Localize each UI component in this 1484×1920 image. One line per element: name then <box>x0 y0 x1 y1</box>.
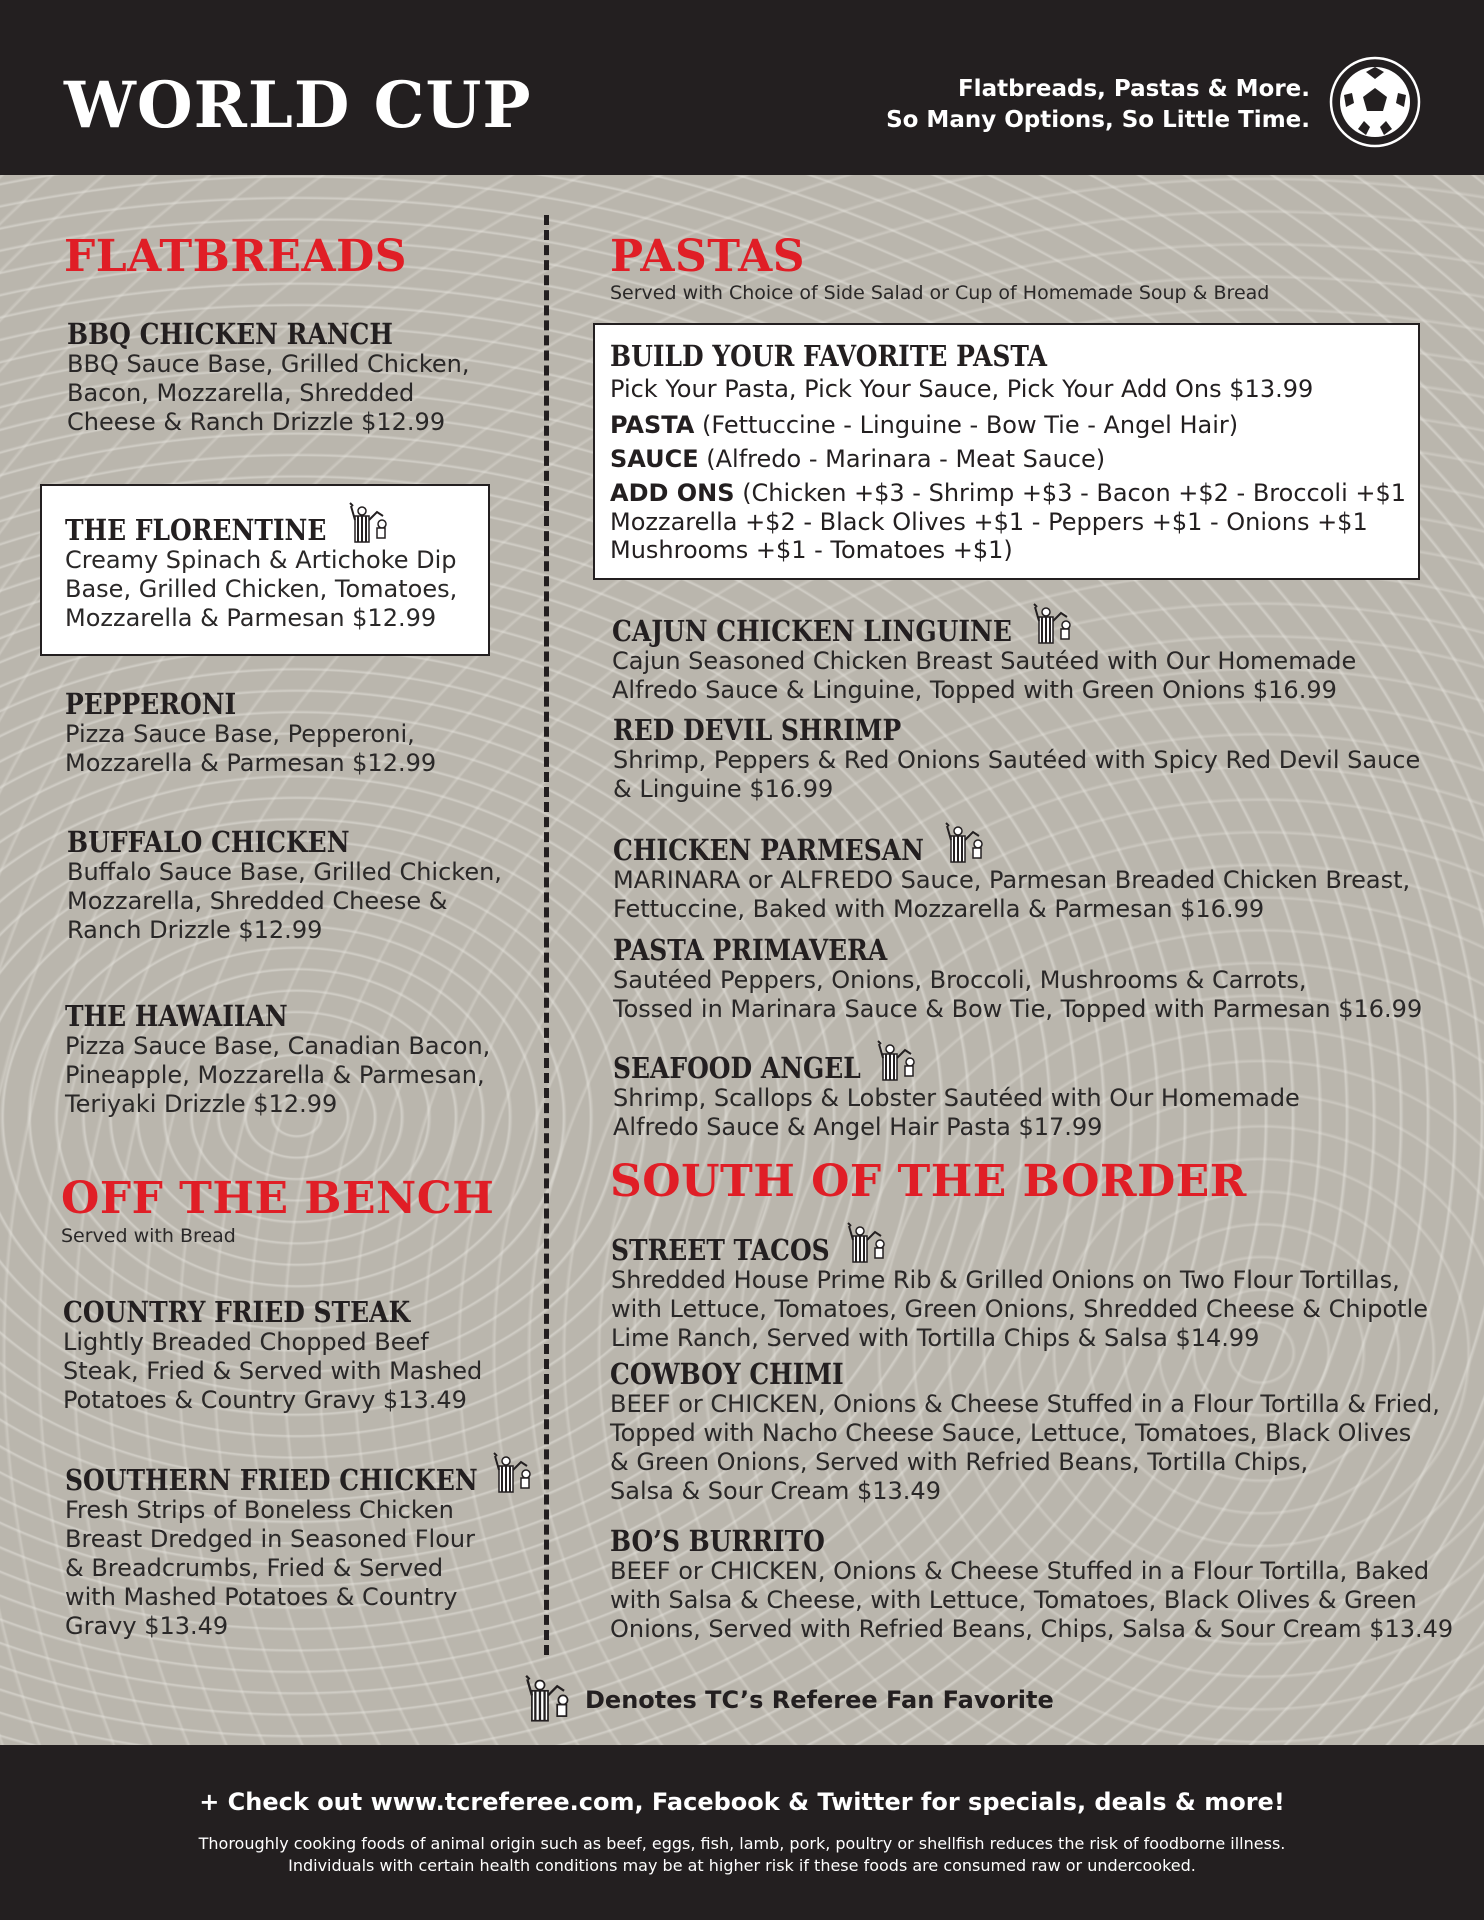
pasta-label: PASTA <box>610 411 695 439</box>
item-desc-line: Shredded House Prime Rib & Grilled Onions on Two Flour Tortillas, <box>611 1266 1400 1294</box>
menu-item-pepperoni <box>65 688 436 778</box>
item-desc-line: with Mashed Potatoes & Country <box>65 1583 458 1611</box>
item-name: THE FLORENTINE <box>65 513 327 547</box>
item-desc-line: Lime Ranch, Served with Tortilla Chips & Salsa $14.99 <box>611 1324 1260 1352</box>
section-subtitle: Served with Choice of Side Salad or Cup of Homemade Soup & Bread <box>610 282 1270 304</box>
referee-icon <box>1033 603 1073 647</box>
sauce-options-text: (Alfredo - Marinara - Meat Sauce) <box>706 445 1106 473</box>
fan-favorite-legend <box>525 1670 1054 1730</box>
item-desc-line: Ranch Drizzle $12.99 <box>67 916 323 944</box>
item-desc-line: MARINARA or ALFREDO Sauce, Parmesan Breaded Chicken Breast, <box>613 866 1411 894</box>
menu-item-red-devil-shrimp <box>613 714 1420 804</box>
item-name: THE HAWAIIAN <box>65 999 288 1033</box>
menu-item-chicken-parmesan <box>613 822 1410 924</box>
item-name: PASTA PRIMAVERA <box>613 933 888 967</box>
header-bar <box>0 0 1484 175</box>
item-desc-line: Topped with Nacho Cheese Sauce, Lettuce, Tomatoes, Black Olives <box>610 1419 1412 1447</box>
addons-options-line: Mozzarella +$2 - Black Olives +$1 - Peppers +$1 - Onions +$1 <box>610 508 1368 536</box>
item-name: CHICKEN PARMESAN <box>613 833 924 867</box>
item-desc-line: Pick Your Pasta, Pick Your Sauce, Pick Your Add Ons $13.99 <box>610 375 1314 403</box>
item-desc-line: Gravy $13.49 <box>65 1612 229 1640</box>
disclaimer-line-1: Thoroughly cooking foods of animal origin such as beef, eggs, fish, lamb, pork, poultry or shellfish reduces the risk of foodborne illness. <box>198 1834 1286 1853</box>
menu-item-build-your-favorite-pasta <box>610 340 1406 564</box>
pasta-options <box>610 410 1406 440</box>
footer-promo: + Check out www.tcreferee.com, Facebook & Twitter for specials, deals & more! <box>199 1788 1285 1816</box>
item-desc-line: Teriyaki Drizzle $12.99 <box>65 1090 338 1118</box>
menu-item-seafood-angel <box>613 1040 1300 1142</box>
page-title: WORLD CUP <box>64 68 532 143</box>
menu-item-buffalo-chicken <box>67 826 502 945</box>
item-desc-line: Alfredo Sauce & Angel Hair Pasta $17.99 <box>613 1113 1103 1141</box>
section-title-south-of-the-border: SOUTH OF THE BORDER <box>610 1156 1247 1207</box>
menu-item-bos-burrito <box>610 1525 1453 1644</box>
section-title-flatbreads: FLATBREADS <box>64 231 408 282</box>
item-desc-line: Onions, Served with Refried Beans, Chips, Salsa & Sour Cream $13.49 <box>610 1615 1454 1643</box>
menu-item-the-hawaiian <box>65 1000 490 1119</box>
item-name: CAJUN CHICKEN LINGUINE <box>612 614 1012 648</box>
item-desc-line: Potatoes & Country Gravy $13.49 <box>63 1386 467 1414</box>
item-desc-line: & Linguine $16.99 <box>613 775 834 803</box>
item-desc-line: Steak, Fried & Served with Mashed <box>63 1357 483 1385</box>
item-name: COUNTRY FRIED STEAK <box>63 1295 411 1329</box>
item-name: SOUTHERN FRIED CHICKEN <box>65 1463 478 1497</box>
item-desc-line: Bacon, Mozzarella, Shredded <box>67 379 415 407</box>
item-desc-line: Mozzarella & Parmesan $12.99 <box>65 749 437 777</box>
referee-icon <box>847 1222 887 1266</box>
item-desc-line: Alfredo Sauce & Linguine, Topped with Green Onions $16.99 <box>612 676 1337 704</box>
sauce-label: SAUCE <box>610 445 699 473</box>
item-desc-line: with Salsa & Cheese, with Lettuce, Tomatoes, Black Olives & Green <box>610 1586 1417 1614</box>
item-desc-line: Cajun Seasoned Chicken Breast Sautéed with Our Homemade <box>612 647 1357 675</box>
item-desc-line: Fettuccine, Baked with Mozzarella & Parmesan $16.99 <box>613 895 1265 923</box>
pasta-options-text: (Fettuccine - Linguine - Bow Tie - Angel Hair) <box>701 411 1239 439</box>
referee-icon <box>877 1040 917 1084</box>
item-desc-line: Tossed in Marinara Sauce & Bow Tie, Topped with Parmesan $16.99 <box>613 995 1423 1023</box>
section-title-off-the-bench: OFF THE BENCH <box>61 1173 495 1224</box>
section-title-pastas: PASTAS <box>610 231 806 282</box>
addons-options <box>610 478 1406 508</box>
item-desc-line: BEEF or CHICKEN, Onions & Cheese Stuffed in a Flour Tortilla, Baked <box>610 1557 1430 1585</box>
footer-disclaimer <box>0 1833 1484 1877</box>
item-name: STREET TACOS <box>611 1233 830 1267</box>
item-name: RED DEVIL SHRIMP <box>613 713 902 747</box>
menu-item-southern-fried-chicken <box>65 1452 533 1641</box>
menu-item-the-florentine <box>65 502 457 633</box>
menu-item-bbq-chicken-ranch <box>67 318 469 437</box>
item-desc-line: Lightly Breaded Chopped Beef <box>63 1328 429 1356</box>
item-desc-line: Cheese & Ranch Drizzle $12.99 <box>67 408 446 436</box>
item-desc-line: Pizza Sauce Base, Canadian Bacon, <box>65 1032 491 1060</box>
tagline <box>886 74 1310 136</box>
addons-label: ADD ONS <box>610 479 735 507</box>
addons-options-text: (Chicken +$3 - Shrimp +$3 - Bacon +$2 - Broccoli +$1 <box>742 479 1407 507</box>
item-desc-line: BBQ Sauce Base, Grilled Chicken, <box>67 350 470 378</box>
item-name: BO’S BURRITO <box>610 1524 825 1558</box>
item-desc-line: Mozzarella, Shredded Cheese & <box>67 887 448 915</box>
item-name: SEAFOOD ANGEL <box>613 1051 861 1085</box>
column-divider <box>544 215 549 1655</box>
item-desc-line: Shrimp, Scallops & Lobster Sautéed with Our Homemade <box>613 1084 1300 1112</box>
section-subtitle: Served with Bread <box>61 1225 236 1247</box>
item-desc-line: Salsa & Sour Cream $13.49 <box>610 1477 941 1505</box>
referee-icon <box>493 1452 533 1496</box>
item-desc-line: Mozzarella & Parmesan $12.99 <box>65 604 437 632</box>
item-desc-line: Breast Dredged in Seasoned Flour <box>65 1525 475 1553</box>
legend-text: Denotes TC’s Referee Fan Favorite <box>585 1686 1054 1714</box>
item-desc-line: & Breadcrumbs, Fried & Served <box>65 1554 444 1582</box>
item-desc-line: Creamy Spinach & Artichoke Dip <box>65 546 457 574</box>
tagline-line-1: Flatbreads, Pastas & More. <box>957 76 1310 102</box>
item-desc-line: & Green Onions, Served with Refried Beans, Tortilla Chips, <box>610 1448 1309 1476</box>
soccer-ball-icon <box>1328 55 1422 149</box>
referee-icon <box>525 1671 571 1729</box>
item-name: COWBOY CHIMI <box>610 1357 844 1391</box>
item-name: PEPPERONI <box>65 687 237 721</box>
item-desc-line: BEEF or CHICKEN, Onions & Cheese Stuffed in a Flour Tortilla & Fried, <box>610 1390 1440 1418</box>
disclaimer-line-2: Individuals with certain health conditions may be at higher risk if these foods are consumed raw or undercooked. <box>288 1856 1196 1875</box>
item-desc-line: Pineapple, Mozzarella & Parmesan, <box>65 1061 485 1089</box>
footer-bar <box>0 1745 1484 1920</box>
item-name: BUILD YOUR FAVORITE PASTA <box>610 339 1047 373</box>
menu-item-street-tacos <box>611 1222 1428 1353</box>
addons-options-line: Mushrooms +$1 - Tomatoes +$1) <box>610 536 1013 564</box>
menu-item-pasta-primavera <box>613 934 1422 1024</box>
menu-item-country-fried-steak <box>63 1296 482 1415</box>
item-desc-line: Buffalo Sauce Base, Grilled Chicken, <box>67 858 502 886</box>
item-desc-line: Pizza Sauce Base, Pepperoni, <box>65 720 415 748</box>
referee-icon <box>349 502 389 546</box>
item-desc-line: Fresh Strips of Boneless Chicken <box>65 1496 454 1524</box>
item-desc-line: with Lettuce, Tomatoes, Green Onions, Shredded Cheese & Chipotle <box>611 1295 1429 1323</box>
item-name: BBQ CHICKEN RANCH <box>67 317 393 351</box>
menu-item-cowboy-chimi <box>610 1358 1440 1506</box>
item-desc-line: Base, Grilled Chicken, Tomatoes, <box>65 575 458 603</box>
item-name: BUFFALO CHICKEN <box>67 825 350 859</box>
item-desc-line: Sautéed Peppers, Onions, Broccoli, Mushrooms & Carrots, <box>613 966 1307 994</box>
referee-icon <box>945 822 985 866</box>
menu-item-cajun-chicken-linguine <box>612 603 1356 705</box>
tagline-line-2: So Many Options, So Little Time. <box>886 107 1310 133</box>
item-desc-line: Shrimp, Peppers & Red Onions Sautéed with Spicy Red Devil Sauce <box>613 746 1421 774</box>
sauce-options <box>610 444 1406 474</box>
